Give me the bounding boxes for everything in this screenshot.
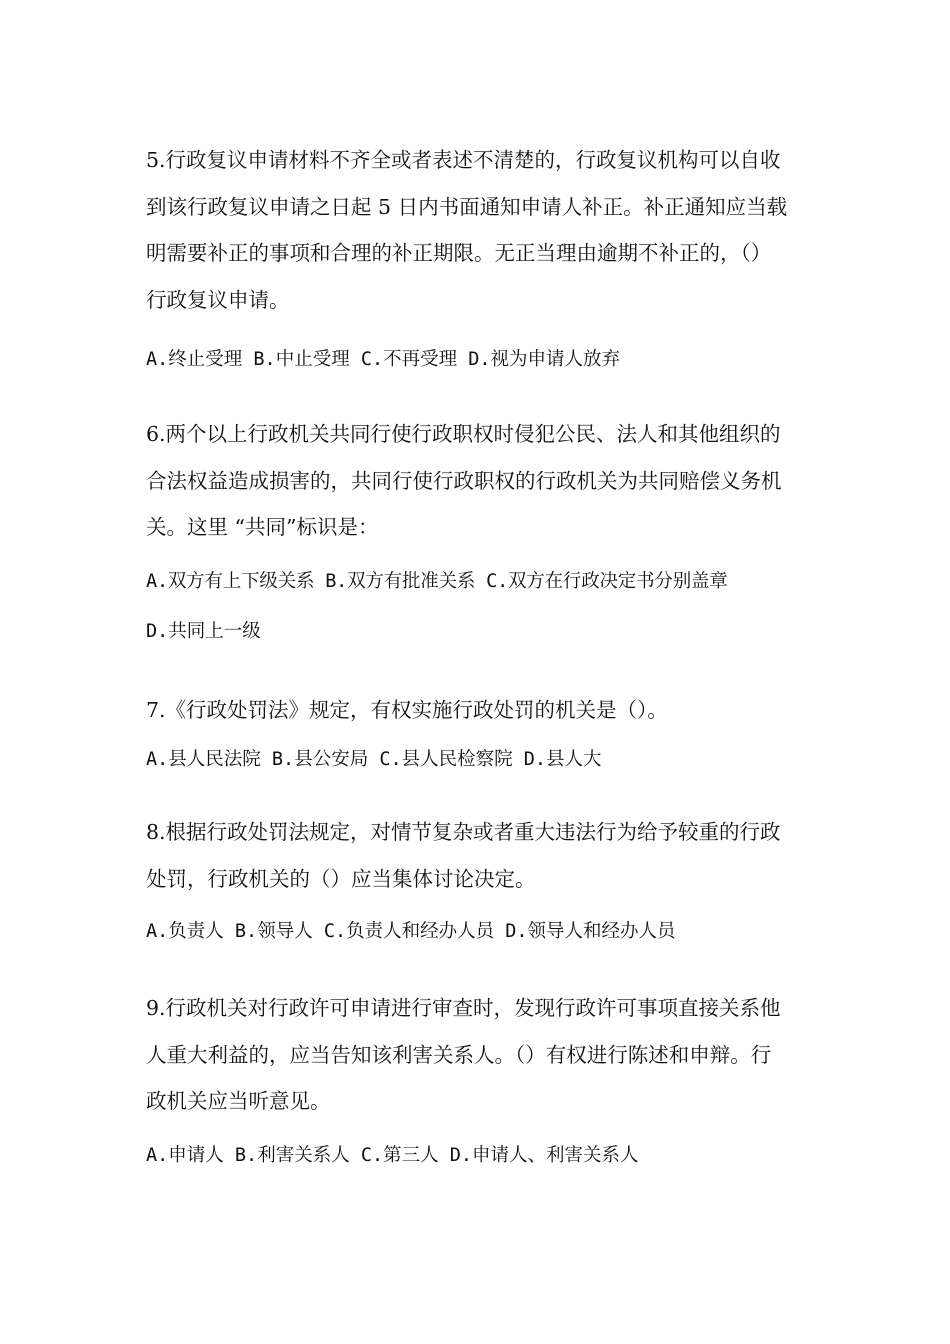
answer-options: A.终止受理 B.中止受理 C.不再受理 D.视为申请人放弃: [146, 349, 621, 370]
question-text-line: 明需要补正的事项和合理的补正期限。无正当理由逾期不补正的，（）: [146, 241, 772, 265]
question-8: [146, 820, 816, 942]
answer-options: A.县人民法院 B.县公安局 C.县人民检察院 D.县人大: [146, 749, 602, 770]
question-text-line: 处罚，行政机关的（）应当集体讨论决定。: [146, 866, 536, 891]
question-text-line: 人重大利益的，应当告知该利害关系人。（）有权进行陈述和申辩。行: [146, 1042, 772, 1067]
question-9: [146, 996, 816, 1166]
question-text-line: 政机关应当听意见。: [146, 1089, 331, 1113]
question-7: [146, 698, 816, 770]
question-text-line: 6.两个以上行政机关共同行使行政职权时侵犯公民、法人和其他组织的: [146, 422, 781, 446]
question-text-line: 9.行政机关对行政许可申请进行审查时，发现行政许可事项直接关系他: [146, 996, 781, 1020]
question-5: [146, 148, 816, 370]
question-text-line: 合法权益造成损害的，共同行使行政职权的行政机关为共同赔偿义务机: [146, 468, 782, 493]
answer-options: A.申请人 B.利害关系人 C.第三人 D.申请人、利害关系人: [146, 1145, 639, 1166]
answer-options: A.负责人 B.领导人 C.负责人和经办人员 D.领导人和经办人员: [146, 921, 676, 942]
question-6: [146, 422, 816, 642]
question-text-line: 8.根据行政处罚法规定，对情节复杂或者重大违法行为给予较重的行政: [146, 820, 781, 844]
question-text-line: 5.行政复议申请材料不齐全或者表述不清楚的，行政复议机构可以自收: [146, 148, 781, 172]
question-text-line: 7.《行政处罚法》规定，有权实施行政处罚的机关是（）。: [146, 698, 668, 722]
question-text-line: 行政复议申请。: [146, 287, 290, 312]
answer-options-continued: D.共同上一级: [146, 621, 261, 642]
question-text-line: 关。这里 “共同”标识是：: [146, 515, 379, 539]
answer-options: A.双方有上下级关系 B.双方有批准关系 C.双方在行政决定书分别盖章: [146, 571, 728, 592]
question-text-line: 到该行政复议申请之日起 5 日内书面通知申请人补正。补正通知应当载: [146, 194, 788, 219]
